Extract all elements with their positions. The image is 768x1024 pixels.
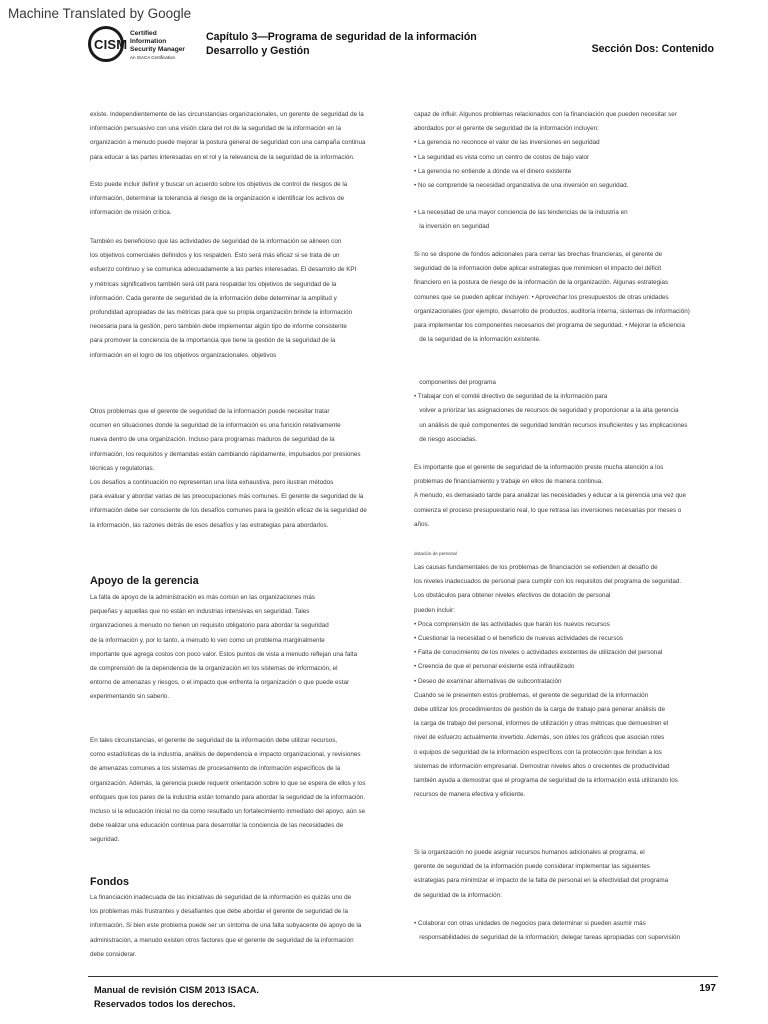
heading-fondos: Fondos <box>90 876 129 888</box>
left-p3-line: para promover la conciencia de la importancia que tiene la gestión de la seguridad de la <box>90 337 336 345</box>
right-p6-line: Las causas fundamentales de los problemas de financiación se extienden al desafío de <box>414 564 658 571</box>
cism-logo <box>88 26 188 68</box>
machine-translated-banner: Machine Translated by Google <box>8 6 192 21</box>
right-p1-line: • No se comprende la necesidad organizativa de una inversión en seguridad. <box>414 182 629 189</box>
right-p4-line: • Trabajar con el comité directivo de seguridad de la información para <box>414 393 608 401</box>
left-p7-line: los problemas más frustrantes y desafiantes que debe abordar el gerente de seguridad de la <box>90 908 348 916</box>
left-p5-line: La falta de apoyo de la administración es más común en las organizaciones más <box>90 594 316 601</box>
left-p7-line: debe considerar. <box>90 950 137 958</box>
right-p7-line: Si la organización no puede asignar recursos humanos adicionales al programa, el <box>414 849 645 856</box>
left-p7-line: administración, a menudo existen otros factores que el gerente de seguridad de la información <box>90 936 354 944</box>
left-p1-line: información persuasivo con una visión clara del rol de la seguridad de la información en la <box>90 125 341 133</box>
right-p6-line: o equipos de seguridad de la información específicos con la protección que brindan a los <box>414 748 662 756</box>
page-number: 197 <box>699 983 716 994</box>
right-p6-line: los niveles inadecuados de personal para cumplir con los requisitos del programa de seguridad. <box>414 578 682 586</box>
left-p4-line: para evaluar y abordar varias de las preocupaciones más comunes. El gerente de seguridad de la <box>90 493 364 501</box>
left-p3-line: necesaria para la gestión, pero también debe implementar algún tipo de informe consistente <box>90 323 347 331</box>
left-p2-line: Esto puede incluir definir y buscar un acuerdo sobre los objetivos de control de riesgos de la <box>90 181 348 188</box>
left-p3-line: También es beneficioso que las actividades de seguridad de la información se alineen con <box>90 238 342 245</box>
left-p5-line: organizaciones a menudo no tienen un requisito obligatorio para abordar la seguridad <box>90 622 329 630</box>
left-p3-line: profundidad apropiadas de las métricas para que su propia organización brinde la información <box>90 309 353 316</box>
right-p6-line: Los obstáculos para obtener niveles efectivos de dotación de personal <box>414 592 611 600</box>
logo-subtitle: Certified Information Security Manager <box>130 30 185 53</box>
left-p3-line: los objetivos comerciales definidos y los respalden. Esto será más eficaz si se trata de un <box>90 252 340 260</box>
right-p6-line: sistemas de información empresarial. Demostrar niveles altos o crecientes de productividad <box>414 762 670 770</box>
right-p6-line: también ayuda a demostrar que el programa de seguridad de la información está utilizando los <box>414 777 678 784</box>
right-p7-line: gerente de seguridad de la información puede considerar implementar las siguientes <box>414 863 650 871</box>
right-p5-line: años. <box>414 520 430 528</box>
right-p6-line: nivel de esfuerzo actualmente invertido. Además, son útiles los gráficos que asocian roles <box>414 734 665 742</box>
left-p1-line: para educar a las partes interesadas en el rol y la relevancia de la seguridad de la información. <box>90 153 355 161</box>
left-p6-line: como estadísticas de la industria, análisis de dependencia e impacto organizacional, y revisiones <box>90 751 361 759</box>
right-p3-line: seguridad de la información debe aplicar estrategias que minimicen el impacto del déficit <box>414 265 662 273</box>
right-p4-line: volver a priorizar las asignaciones de recursos de seguridad y proporcionar a la alta gerencia <box>414 407 679 415</box>
footer-copyright: Manual de revisión CISM 2013 ISACA. Reservados todos los derechos. <box>94 985 259 1009</box>
right-p6-line: • Cuestionar la necesidad o el beneficio de nuevas actividades de recursos <box>414 635 624 642</box>
right-p4-line: de riesgo asociadas. <box>414 435 478 443</box>
right-p2-line: la inversión en seguridad <box>414 223 490 231</box>
left-p6-line: debe realizar una educación continua para desarrollar la conciencia de las necesidades de <box>90 822 344 830</box>
footer-rule <box>88 976 718 977</box>
right-p5-line: problemas de financiamiento y trabaje en ellos de manera continua. <box>414 478 604 486</box>
right-p4-line: componentes del programa <box>414 379 496 386</box>
left-p3-line: esfuerzo continuo y se comunica adecuadamente a las partes interesadas. El desarrollo de KPI <box>90 266 357 274</box>
right-p6-line: debe utilizar los procedimientos de gestión de la carga de trabajo para generar análisis de <box>414 706 665 713</box>
right-p3-line: comunes que se pueden aplicar incluyen: • Aprovechar los presupuestos de otras unidades <box>414 293 669 301</box>
left-p4-line: Otros problemas que el gerente de seguridad de la información puede necesitar tratar <box>90 408 330 415</box>
right-p7-line: de seguridad de la información: <box>414 891 502 899</box>
left-p4-line: información, los requisitos y demandas están cambiando rápidamente, impulsados por presiones <box>90 450 361 458</box>
right-p5-line: Es importante que el gerente de seguridad de la información preste mucha atención a los <box>414 464 664 471</box>
right-p1-line: • La gerencia no entiende a dónde va el dinero existente <box>414 167 572 175</box>
right-p1-line: capaz de influir. Algunos problemas relacionados con la financiación que pueden necesitar ser <box>414 111 677 118</box>
left-p5-line: de comprensión de la dependencia de la organización en los sistemas de información, el <box>90 665 338 672</box>
left-p4-line: nueva dentro de una organización. Incluso para programas maduros de seguridad de la <box>90 436 335 444</box>
right-p6-line: • Falta de conocimiento de los niveles o actividades existentes de utilización del personal <box>414 649 663 657</box>
right-p3-line: de la seguridad de la información existente. <box>414 336 541 344</box>
section-title: Sección Dos: Contenido <box>591 43 714 55</box>
right-p5-line: comienza el proceso presupuestario real, lo que retrasa las inversiones necesarias por meses o <box>414 506 682 514</box>
left-p4-line: técnicas y regulatorias. <box>90 464 155 472</box>
heading-apoyo-gerencia: Apoyo de la gerencia <box>90 575 199 587</box>
right-p6-line: • Poca comprensión de las actividades que harán los nuevos recursos <box>414 620 610 628</box>
right-p7-line: estrategias para minimizar el impacto de la falta de personal en la efectividad del programa <box>414 877 669 885</box>
right-p8-line: responsabilidades de seguridad de la información; delegar tareas apropiadas con supervisión <box>414 934 681 942</box>
right-p6-line: Cuando se le presenten estos problemas, el gerente de seguridad de la información <box>414 691 649 699</box>
left-p5-line: importante que agrega costos con poco valor. Estos puntos de vista a menudo reflejan una falta <box>90 650 358 658</box>
left-p3-line: y métricas significativos también será útil para respaldar los objetivos de seguridad de la <box>90 280 337 288</box>
left-p5-line: de la información y, por lo tanto, a menudo lo ven como un problema marginalmente <box>90 636 325 644</box>
right-p6-line: pueden incluir: <box>414 606 455 614</box>
right-p6-line: recursos de manera efectiva y eficiente. <box>414 791 526 799</box>
right-p4-line: un análisis de qué componentes de seguridad tendrán recursos insuficientes y las implicaciones <box>414 421 688 429</box>
logo-mark: CISM <box>94 37 128 52</box>
right-p3-line: organizacionales (por ejemplo, desarrollo de productos, auditoría interna, sistemas de información) <box>414 307 690 315</box>
right-p1-line: abordados por el gerente de seguridad de la información incluyen: <box>414 125 599 133</box>
right-p5-line: A menudo, es demasiado tarde para analizar las necesidades y educar a la gerencia una vez que <box>414 492 686 500</box>
right-p3-line: financiero en la postura de riesgo de la información de la organización. Algunas estrategias <box>414 279 669 287</box>
left-p4-line: información debe ser consciente de los desafíos comunes para la gestión eficaz de la seguridad de <box>90 507 367 515</box>
right-p1-line: • La seguridad es vista como un centro de costos de bajo valor <box>414 153 590 161</box>
left-p1-line: organización a menudo puede mejorar la postura general de seguridad con una campaña continua <box>90 139 366 147</box>
left-p6-line: de amenazas comunes a los sistemas de procesamiento de información específicos de la <box>90 765 341 773</box>
left-p6-line: organización. Además, la gerencia puede requerir orientación sobre lo que se espera de ellos y los <box>90 779 366 787</box>
right-p6-line: • Creencia de que el personal existente está infrautilizado <box>414 663 575 671</box>
left-p6-line: Incluso si la educación inicial no da como resultado un fortalecimiento inmediato del apoyo, aún se <box>90 808 366 815</box>
left-p2-line: información, determinar la tolerancia al riesgo de la organización e identificar los activos de <box>90 195 345 203</box>
left-p5-line: pequeñas y aquellas que no están en industrias intensivas en seguridad. Tales <box>90 608 310 616</box>
left-p3-line: información. Cada gerente de seguridad de la información debe determinar la amplitud y <box>90 294 337 302</box>
right-p6-line: la carga de trabajo del personal, informes de utilización y otras métricas que demuestren el <box>414 720 669 728</box>
left-p7-line: La financiación inadecuada de las iniciativas de seguridad de la información es quizás uno de <box>90 894 352 901</box>
left-p6-line: enfoques que los pares de la industria están tomando para abordar la seguridad de la información. <box>90 793 366 801</box>
right-p3-line: Si no se dispone de fondos adicionales para cerrar las brechas financieras, el gerente de <box>414 251 663 258</box>
left-p7-line: información. Si bien este problema puede ser un síntoma de una falta subyacente de apoyo de la <box>90 922 362 930</box>
chapter-title: Capítulo 3—Programa de seguridad de la información Desarrollo y Gestión <box>206 31 477 57</box>
right-p3-line: para implementar los componentes necesarios del programa de seguridad. • Mejorar la eficiencia <box>414 322 686 329</box>
logo-org: An ISACA Certification <box>130 55 176 60</box>
left-p5-line: experimentando sin saberlo. <box>90 693 170 701</box>
left-p6-line: seguridad. <box>90 836 120 844</box>
left-p4-line: la información, las razones detrás de esos desafíos y las estrategias para abordarlos. <box>90 521 329 529</box>
left-p5-line: entorno de amenazas y riesgos, o el impacto que enfrenta la organización o que puede estar <box>90 679 350 687</box>
right-p1-line: • La gerencia no reconoce el valor de las inversiones en seguridad <box>414 139 600 147</box>
right-p2-line: • La necesidad de una mayor conciencia de las tendencias de la industria en <box>414 209 628 216</box>
right-p6-line: • Deseo de examinar alternativas de subcontratación <box>414 677 562 685</box>
left-p4-line: Los desafíos a continuación no representan una lista exhaustiva, pero ilustran métodos <box>90 479 334 486</box>
left-p6-line: En tales circunstancias, el gerente de seguridad de la información debe utilizar recursos, <box>90 737 338 744</box>
right-p8-line: • Colaborar con otras unidades de negocios para determinar si pueden asumir más <box>414 920 646 927</box>
left-p4-line: ocurren en situaciones donde la seguridad de la información es una función relativamente <box>90 422 341 430</box>
heading-dotacion-personal: dotación de personal <box>414 551 457 556</box>
left-p3-line: información en el logro de los objetivos organizacionales. objetivos <box>90 351 277 359</box>
left-p2-line: información de misión crítica. <box>90 209 172 217</box>
left-p1-line: existe. Independientemente de las circunstancias organizacionales, un gerente de seguridad de la <box>90 111 364 118</box>
